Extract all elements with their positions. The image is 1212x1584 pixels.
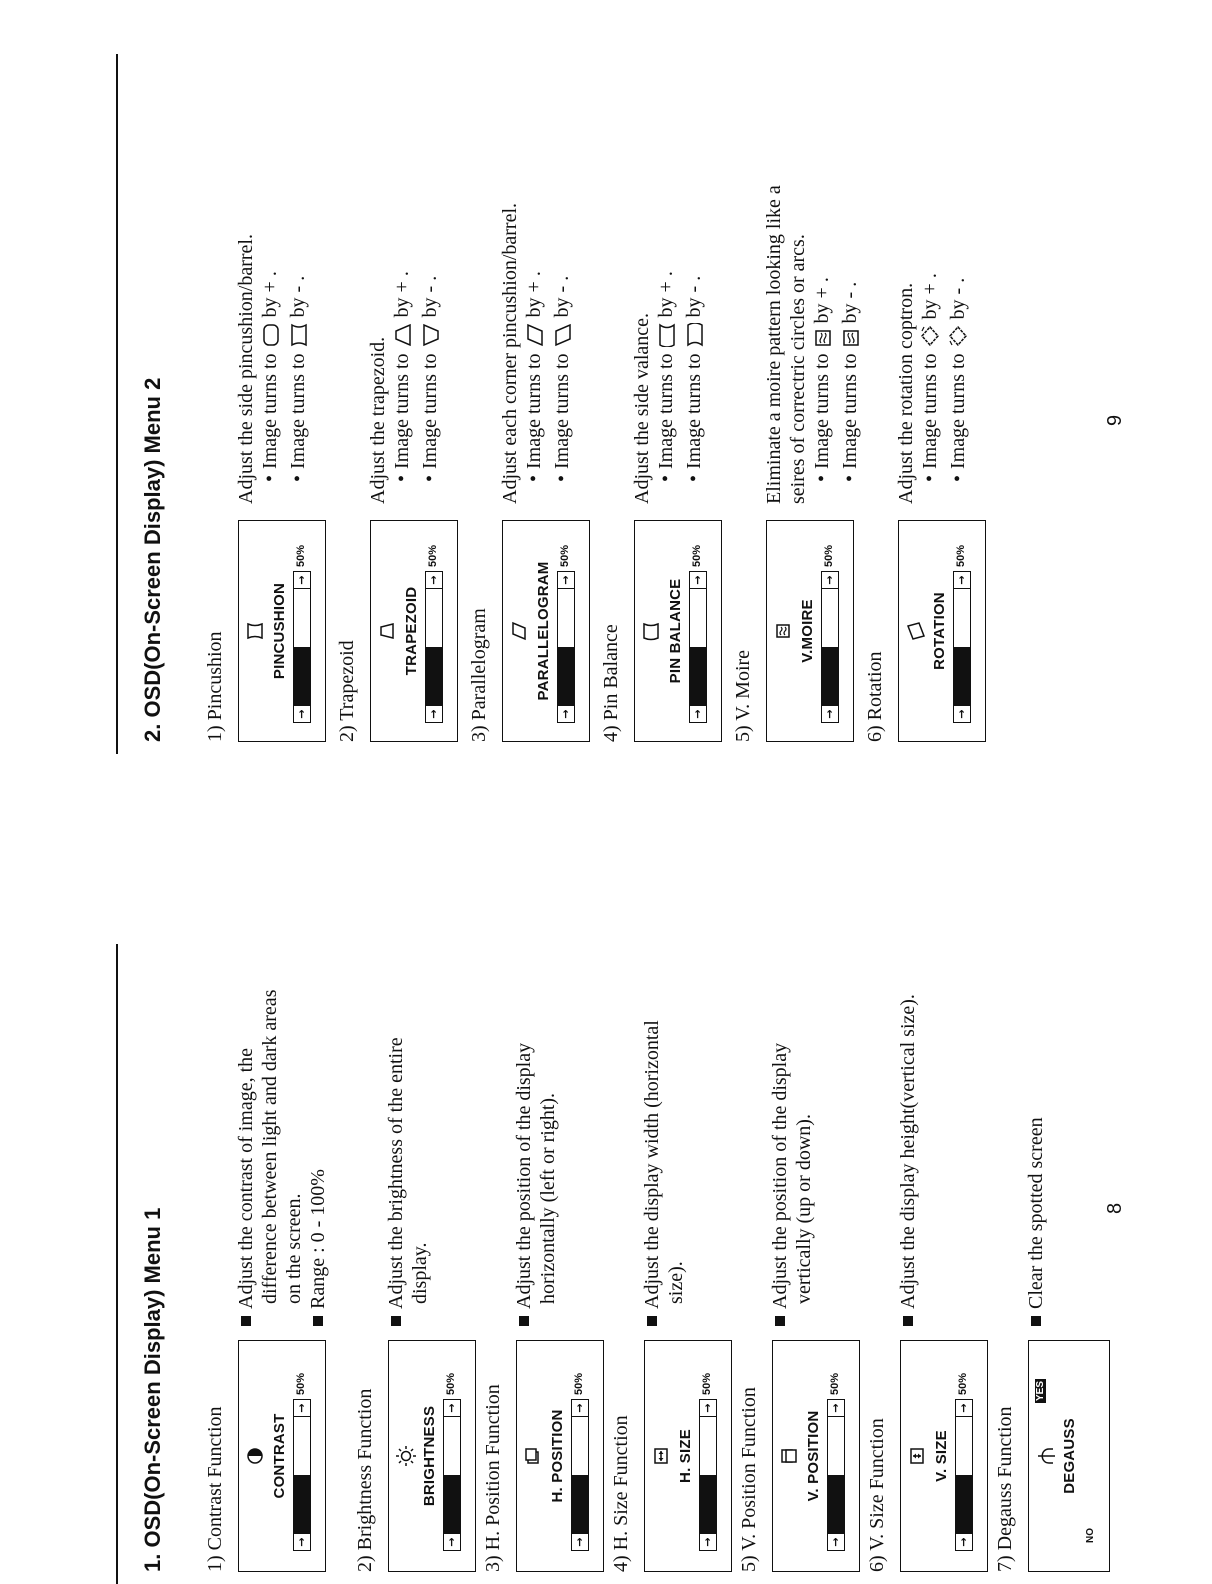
osd-track [294,589,310,705]
osd-track [828,1417,844,1533]
desc-line: Adjust the trapezoid. [367,336,389,504]
osd-panel [772,1340,860,1572]
desc-line: Adjust the display height(vertical size). [897,994,919,1309]
minus-text: Image turns to [839,353,861,469]
osd-panel [766,520,854,742]
plus-arrow-icon: → [956,1400,972,1417]
osd-name: BRIGHTNESS [421,1405,438,1507]
osd-fill [558,647,574,705]
desc-line: Adjust each corner pincushion/barrel. [499,202,521,504]
parallelogram-left-shape-icon [554,323,578,347]
osd-track [426,589,442,705]
menu2-title: 2. OSD(On-Screen Display) Menu 2 [140,377,165,742]
osd-slider [425,571,443,723]
bow-left-shape-icon [658,323,682,347]
osd-percent: 50% [823,544,835,567]
osd-percent: 50% [295,544,307,567]
minus-arrow-icon: → [444,1533,460,1550]
page-number: 9 [1104,414,1126,426]
osd-panel [1028,1340,1110,1572]
item-label: 1) Contrast Function [204,1406,226,1572]
item-description: Adjust each corner pincushion/barrel. •Image turns toby + . •Image turns toby - . [498,203,578,504]
plus-by: by + . [259,271,281,318]
minus-arrow-icon: → [294,1533,310,1550]
osd-slider [571,1399,589,1551]
osd-track [956,1417,972,1533]
osd-slider [699,1399,717,1551]
square-bullet-icon [313,1316,323,1326]
trapezoid-down-shape-icon [422,323,446,347]
osd-fill [294,1475,310,1533]
rotate-ccw-shape-icon [948,325,974,347]
menu2-page [0,0,1212,754]
item-description: Adjust the trapezoid. •Image turns toby + . •Image turns toby - . [366,271,446,504]
minus-by: by - . [839,281,861,324]
item-description [1024,1117,1048,1326]
item-label: 6) Rotation [864,651,886,742]
minus-by: by - . [947,277,969,320]
item-label: 4) H. Size Function [610,1415,632,1572]
barrel-shape-icon [262,323,286,347]
desc-line: display. [409,1242,431,1304]
square-bullet-icon [391,1316,401,1326]
osd-panel [238,520,326,742]
plus-by: by + . [811,277,833,324]
osd-name: V. POSITION [805,1410,822,1502]
rotate-cw-shape-icon [920,325,946,347]
osd-fill [294,647,310,705]
desc-line: horizontally (left or right). [537,1092,559,1304]
item-description [234,990,330,1326]
osd-name: PINCUSHION [271,582,288,680]
item-description: Adjust the rotation coptron. •Image turns toby + . •Image turns toby - . [894,273,974,504]
minus-by: by - . [287,275,309,318]
osd-track [690,589,706,705]
desc-line: Range : 0 - 100% [307,1169,329,1309]
desc-line: size). [665,1261,687,1304]
osd-name: PARALLELOGRAM [535,561,552,701]
osd-slider [827,1399,845,1551]
menu2-top-rule [116,54,118,754]
osd-track [954,589,970,705]
osd-track [700,1417,716,1533]
minus-by: by - . [683,275,705,318]
osd-name: H. SIZE [677,1429,694,1483]
item-description [384,1037,432,1326]
menu1-title: 1. OSD(On-Screen Display) Menu 1 [140,1207,165,1572]
osd-percent: 50% [427,544,439,567]
square-bullet-icon [241,1316,251,1326]
plus-by: by + . [919,273,941,320]
osd-slider [689,571,707,723]
item-label: 7) Degauss Function [994,1406,1016,1572]
item-description: Adjust the side valance. •Image turns toby + . •Image turns toby - . [630,271,710,504]
osd-percent: 50% [829,1372,841,1395]
item-label: 5) V. Moire [732,649,754,742]
item-label: 6) V. Size Function [866,1418,888,1572]
desc-line: Adjust the brightness of the entire [385,1037,407,1309]
minus-arrow-icon: → [558,705,574,722]
plus-arrow-icon: → [444,1400,460,1417]
osd-slider [953,571,971,723]
osd-fill [828,1475,844,1533]
square-bullet-icon [519,1316,529,1326]
osd-slider [557,571,575,723]
item-label: 3) H. Position Function [482,1384,504,1572]
desc-line: Adjust the side pincushion/barrel. [235,234,257,504]
plus-arrow-icon: → [426,572,442,589]
osd-name: PIN BALANCE [667,578,684,684]
osd-panel [502,520,590,742]
osd-fill [700,1475,716,1533]
desc-line: Clear the spotted screen [1025,1117,1047,1309]
osd-percent: 50% [445,1372,457,1395]
minus-arrow-icon: → [828,1533,844,1550]
plus-arrow-icon: → [828,1400,844,1417]
osd-name: H. POSITION [549,1409,566,1503]
osd-percent: 50% [955,544,967,567]
v-position-icon [779,1341,801,1571]
osd-slider [293,571,311,723]
moire-minus-shape-icon [842,329,866,347]
osd-slider [293,1399,311,1551]
item-label: 1) Pincushion [204,631,226,742]
osd-percent: 50% [701,1372,713,1395]
osd-fill [954,647,970,705]
osd-fill [822,647,838,705]
minus-text: Image turns to [947,353,969,469]
osd-slider [821,571,839,723]
item-label: 3) Parallelogram [468,608,490,742]
menu1-top-rule [116,944,118,1584]
osd-track [572,1417,588,1533]
osd-name: TRAPEZOID [403,586,420,676]
minus-by: by - . [551,275,573,318]
degauss-no-option: NO [1085,1528,1096,1543]
desc-line: Adjust the rotation coptron. [895,282,917,504]
osd-track [294,1417,310,1533]
minus-arrow-icon: → [294,705,310,722]
plus-text: Image turns to [523,353,545,469]
item-label: 2) Brightness Function [354,1388,376,1572]
osd-name: V. SIZE [933,1430,950,1482]
plus-arrow-icon: → [558,572,574,589]
plus-text: Image turns to [811,353,833,469]
square-bullet-icon [775,1316,785,1326]
item-description [512,1043,560,1326]
osd-name: CONTRAST [271,1413,288,1499]
plus-by: by + . [391,271,413,318]
square-bullet-icon [903,1316,913,1326]
plus-arrow-icon: → [822,572,838,589]
desc-line: seires of correctric circles or arcs. [787,234,809,504]
item-description: Adjust the side pincushion/barrel. •Image turns toby + . •Image turns toby - . [234,234,314,504]
minus-text: Image turns to [551,353,573,469]
desc-line: Adjust the position of the display [769,1042,791,1309]
brightness-icon [395,1341,417,1571]
contrast-icon [245,1341,267,1571]
menu1-page [0,794,1212,1584]
minus-text: Image turns to [287,353,309,469]
plus-by: by + . [523,271,545,318]
plus-by: by + . [655,271,677,318]
item-description [896,994,920,1326]
osd-panel [388,1340,476,1572]
desc-line: Eliminate a moire pattern looking like a [763,185,785,504]
desc-line: Adjust the display width (horizontal [641,1020,663,1309]
plus-text: Image turns to [655,353,677,469]
desc-line: Adjust the position of the display [513,1042,535,1309]
plus-text: Image turns to [391,353,413,469]
osd-fill [426,647,442,705]
degauss-icon [1035,1341,1057,1571]
osd-name: V.MOIRE [799,599,816,663]
plus-arrow-icon: → [294,1400,310,1417]
osd-percent: 50% [691,544,703,567]
item-label: 4) Pin Balance [600,624,622,742]
page-number: 8 [1104,1202,1126,1214]
minus-arrow-icon: → [572,1533,588,1550]
desc-line: on the screen. [283,1193,305,1304]
desc-line: Adjust the contrast of image, the [235,1047,257,1309]
plus-arrow-icon: → [572,1400,588,1417]
h-size-icon [651,1341,673,1571]
osd-percent: 50% [295,1372,307,1395]
osd-slider [443,1399,461,1551]
osd-panel [644,1340,732,1572]
osd-fill [956,1475,972,1533]
square-bullet-icon [647,1316,657,1326]
osd-track [444,1417,460,1533]
desc-line: Adjust the side valance. [631,312,653,504]
osd-slider [955,1399,973,1551]
v-moire-icon [773,521,795,741]
pin-balance-icon [641,521,663,741]
minus-arrow-icon: → [690,705,706,722]
minus-arrow-icon: → [954,705,970,722]
plus-text: Image turns to [919,353,941,469]
pincushion-icon [245,521,267,741]
osd-panel [898,520,986,742]
v-size-icon [907,1341,929,1571]
osd-fill [444,1475,460,1533]
moire-plus-shape-icon [814,329,838,347]
minus-text: Image turns to [683,353,705,469]
minus-arrow-icon: → [956,1533,972,1550]
osd-name: DEGAUSS [1061,1418,1078,1494]
plus-arrow-icon: → [294,572,310,589]
h-position-icon [523,1341,545,1571]
osd-track [558,589,574,705]
osd-panel [900,1340,988,1572]
minus-arrow-icon: → [426,705,442,722]
parallelogram-right-shape-icon [526,323,550,347]
item-description: Eliminate a moire pattern looking like a seires of correctric circles or arcs. •Image turns toby + . •Image turns toby - . [762,185,866,504]
osd-panel [634,520,722,742]
trapezoid-up-shape-icon [394,323,418,347]
osd-fill [572,1475,588,1533]
osd-track [822,589,838,705]
osd-fill [690,647,706,705]
osd-percent: 50% [559,544,571,567]
item-description [768,1043,816,1326]
osd-panel [516,1340,604,1572]
parallelogram-icon [509,521,531,741]
pincushion-shape-icon [290,323,314,347]
trapezoid-icon [377,521,399,741]
item-label: 5) V. Position Function [738,1387,760,1572]
degauss-yes-option: YES [1035,1380,1046,1401]
desc-line: difference between light and dark areas [259,989,281,1304]
plus-arrow-icon: → [690,572,706,589]
plus-text: Image turns to [259,353,281,469]
item-description [640,1020,688,1326]
plus-arrow-icon: → [700,1400,716,1417]
minus-arrow-icon: → [700,1533,716,1550]
osd-panel [238,1340,326,1572]
item-label: 2) Trapezoid [336,640,358,742]
square-bullet-icon [1031,1316,1041,1326]
osd-panel [370,520,458,742]
osd-percent: 50% [957,1372,969,1395]
minus-text: Image turns to [419,353,441,469]
plus-arrow-icon: → [954,572,970,589]
rotation-icon [905,521,927,741]
minus-arrow-icon: → [822,705,838,722]
osd-name: ROTATION [931,592,948,670]
minus-by: by - . [419,275,441,318]
desc-line: vertically (up or down). [793,1114,815,1304]
osd-percent: 50% [573,1372,585,1395]
bow-right-shape-icon [686,323,710,347]
